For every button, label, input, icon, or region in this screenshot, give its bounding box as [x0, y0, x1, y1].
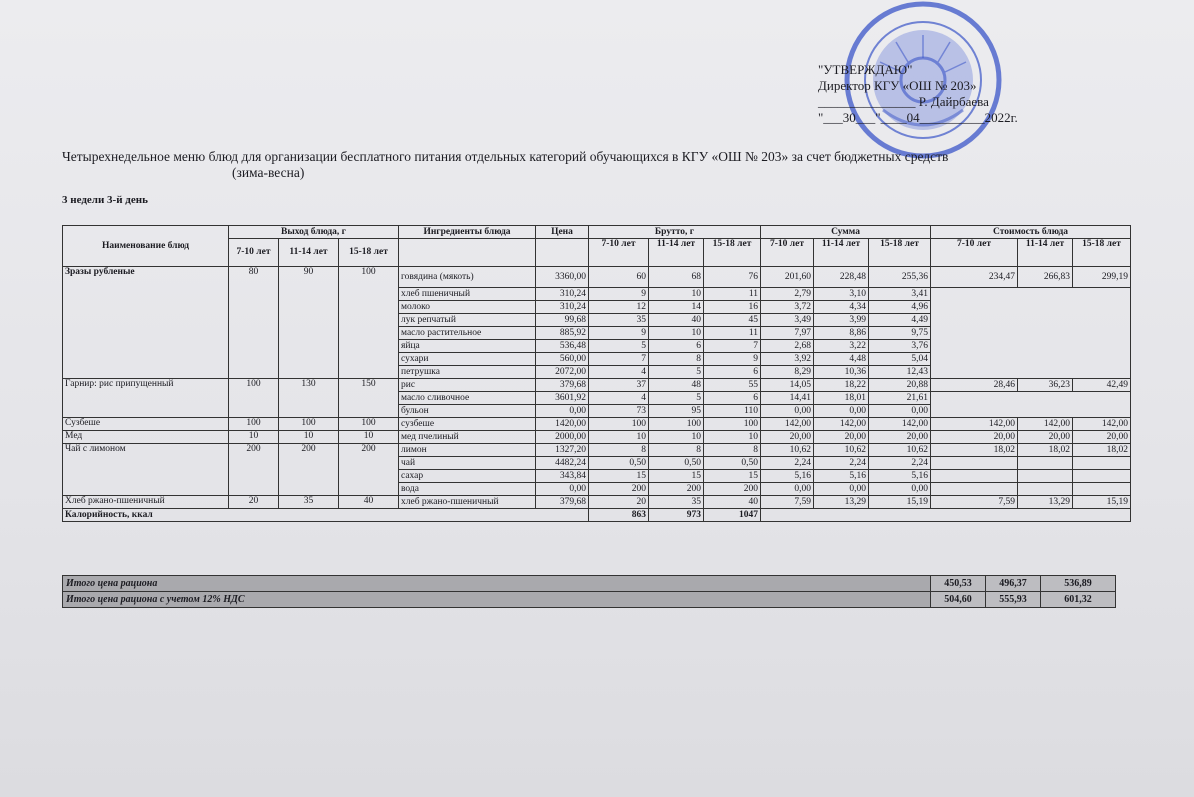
- ingredient-name: мед пчелиный: [399, 431, 536, 444]
- ingredient-brutto: 11: [704, 288, 761, 301]
- ingredient-sum: 5,16: [761, 470, 814, 483]
- totals-value: 504,60: [931, 592, 986, 608]
- table-row: [63, 418, 1131, 431]
- ingredient-sum: 18,22: [814, 379, 869, 392]
- ingredient-brutto: 40: [649, 314, 704, 327]
- ingredient-brutto: 110: [704, 405, 761, 418]
- ingredient-sum: 255,36: [869, 267, 931, 288]
- header-cost-age: 15-18 лет: [1073, 239, 1131, 267]
- dish-cost: 20,00: [1073, 431, 1131, 444]
- approval-heading: "УТВЕРЖДАЮ": [818, 62, 913, 77]
- ingredient-sum: 0,00: [814, 483, 869, 496]
- ingredient-sum: 142,00: [869, 418, 931, 431]
- ingredient-price: 310,24: [536, 288, 589, 301]
- dish-yield: 35: [279, 496, 339, 509]
- dish-cost: 18,02: [931, 444, 1018, 457]
- ingredient-brutto: 10: [649, 431, 704, 444]
- ingredient-brutto: 200: [649, 483, 704, 496]
- ingredient-price: 343,84: [536, 470, 589, 483]
- dish-yield: 90: [279, 267, 339, 379]
- ingredient-sum: 201,60: [761, 267, 814, 288]
- header-yield: Выход блюда, г: [229, 226, 399, 239]
- ingredient-sum: 3,10: [814, 288, 869, 301]
- ingredient-name: бульон: [399, 405, 536, 418]
- ingredient-sum: 7,59: [761, 496, 814, 509]
- ingredient-sum: 142,00: [814, 418, 869, 431]
- ingredient-brutto: 14: [649, 301, 704, 314]
- dish-cost-blank: [1073, 483, 1131, 496]
- ingredient-brutto: 5: [649, 392, 704, 405]
- ingredient-sum: 228,48: [814, 267, 869, 288]
- ingredient-brutto: 35: [589, 314, 649, 327]
- ingredient-brutto: 9: [589, 327, 649, 340]
- dish-cost: 18,02: [1073, 444, 1131, 457]
- dish-yield: 100: [229, 418, 279, 431]
- ingredient-brutto: 6: [704, 392, 761, 405]
- ingredient-brutto: 76: [704, 267, 761, 288]
- ingredient-sum: 10,36: [814, 366, 869, 379]
- ingredient-sum: 4,34: [814, 301, 869, 314]
- dish-name: Сузбеше: [63, 418, 229, 431]
- approval-signature: _______________ Р. Дайрбаева: [818, 94, 989, 109]
- ingredient-sum: 2,79: [761, 288, 814, 301]
- ingredient-brutto: 8: [649, 353, 704, 366]
- header-brutto: Брутто, г: [589, 226, 761, 239]
- ingredient-price: 1327,20: [536, 444, 589, 457]
- dish-cost-blank: [1018, 470, 1073, 483]
- dish-cost: 7,59: [931, 496, 1018, 509]
- dish-name: Чай с лимоном: [63, 444, 229, 496]
- ingredient-price: 536,48: [536, 340, 589, 353]
- ingredient-price: 99,68: [536, 314, 589, 327]
- dish-cost: 20,00: [931, 431, 1018, 444]
- ingredient-sum: 5,04: [869, 353, 931, 366]
- table-row: [63, 444, 1131, 457]
- dish-cost: 18,02: [1018, 444, 1073, 457]
- ingredient-brutto: 55: [704, 379, 761, 392]
- ingredient-brutto: 200: [589, 483, 649, 496]
- totals-row: [63, 592, 1116, 608]
- ingredient-brutto: 60: [589, 267, 649, 288]
- header-yield-age: 15-18 лет: [339, 239, 399, 267]
- menu-table: [62, 225, 1131, 522]
- ingredient-brutto: 8: [704, 444, 761, 457]
- ingredient-brutto: 45: [704, 314, 761, 327]
- ingredient-brutto: 16: [704, 301, 761, 314]
- ingredient-sum: 20,00: [761, 431, 814, 444]
- ingredient-sum: 10,62: [869, 444, 931, 457]
- dish-yield: 100: [339, 267, 399, 379]
- dish-cost: 142,00: [1018, 418, 1073, 431]
- ingredient-sum: 9,75: [869, 327, 931, 340]
- dish-yield: 10: [229, 431, 279, 444]
- ingredient-brutto: 15: [589, 470, 649, 483]
- ingredient-brutto: 48: [649, 379, 704, 392]
- ingredient-price: 379,68: [536, 496, 589, 509]
- ingredient-brutto: 9: [704, 353, 761, 366]
- ingredient-sum: 3,72: [761, 301, 814, 314]
- ingredient-sum: 8,86: [814, 327, 869, 340]
- dish-cost: 234,47: [931, 267, 1018, 288]
- header-sum-age: 7-10 лет: [761, 239, 814, 267]
- ingredient-sum: 3,22: [814, 340, 869, 353]
- ingredient-name: хлеб пшеничный: [399, 288, 536, 301]
- ingredient-price: 1420,00: [536, 418, 589, 431]
- dish-yield: 200: [229, 444, 279, 496]
- ingredient-brutto: 0,50: [704, 457, 761, 470]
- ingredient-sum: 142,00: [761, 418, 814, 431]
- ingredient-name: сузбеше: [399, 418, 536, 431]
- calories-value: 1047: [704, 509, 761, 522]
- ingredient-brutto: 73: [589, 405, 649, 418]
- ingredient-price: 379,68: [536, 379, 589, 392]
- dish-yield: 20: [229, 496, 279, 509]
- ingredient-brutto: 40: [704, 496, 761, 509]
- ingredient-sum: 20,00: [869, 431, 931, 444]
- dish-cost-blank: [1018, 483, 1073, 496]
- menu-body: [63, 267, 1131, 522]
- dish-yield: 100: [339, 418, 399, 431]
- ingredient-brutto: 7: [589, 353, 649, 366]
- totals-value: 450,53: [931, 576, 986, 592]
- ingredient-brutto: 10: [589, 431, 649, 444]
- totals-label: Итого цена рациона: [63, 576, 931, 592]
- calories-value: 973: [649, 509, 704, 522]
- ingredient-name: яйца: [399, 340, 536, 353]
- totals-value: 496,37: [986, 576, 1041, 592]
- ingredient-name: рис: [399, 379, 536, 392]
- ingredient-brutto: 11: [704, 327, 761, 340]
- dish-cost: 13,29: [1018, 496, 1073, 509]
- ingredient-brutto: 6: [649, 340, 704, 353]
- header-ingredients: Ингредиенты блюда: [399, 226, 536, 239]
- dish-name: Зразы рубленые: [63, 267, 229, 379]
- dish-cost-blank: [1018, 457, 1073, 470]
- ingredient-sum: 0,00: [761, 483, 814, 496]
- ingredient-price: 2000,00: [536, 431, 589, 444]
- dish-name: Гарнир: рис припущенный: [63, 379, 229, 418]
- ingredient-brutto: 7: [704, 340, 761, 353]
- ingredient-price: 2072,00: [536, 366, 589, 379]
- ingredient-name: говядина (мякоть): [399, 267, 536, 288]
- ingredient-brutto: 100: [649, 418, 704, 431]
- dish-cost: 42,49: [1073, 379, 1131, 392]
- dish-yield: 10: [279, 431, 339, 444]
- ingredient-price: 4482,24: [536, 457, 589, 470]
- ingredient-sum: 13,29: [814, 496, 869, 509]
- ingredient-sum: 5,16: [869, 470, 931, 483]
- table-row: [63, 431, 1131, 444]
- approval-date: "___30___"____04__________2022г.: [818, 110, 1018, 125]
- dish-yield: 130: [279, 379, 339, 418]
- header-ingredients-blank: [399, 239, 536, 267]
- calories-value: 863: [589, 509, 649, 522]
- ingredient-price: 885,92: [536, 327, 589, 340]
- ingredient-brutto: 4: [589, 392, 649, 405]
- header-cost-age: 11-14 лет: [1018, 239, 1073, 267]
- ingredient-sum: 12,43: [869, 366, 931, 379]
- ingredient-price: 560,00: [536, 353, 589, 366]
- ingredient-sum: 3,92: [761, 353, 814, 366]
- dish-yield: 100: [229, 379, 279, 418]
- dish-yield: 200: [279, 444, 339, 496]
- ingredient-price: 3601,92: [536, 392, 589, 405]
- ingredient-sum: 5,16: [814, 470, 869, 483]
- ingredient-name: молоко: [399, 301, 536, 314]
- header-sum-age: 11-14 лет: [814, 239, 869, 267]
- ingredient-sum: 14,05: [761, 379, 814, 392]
- ingredient-brutto: 0,50: [649, 457, 704, 470]
- ingredient-sum: 20,88: [869, 379, 931, 392]
- ingredient-brutto: 9: [589, 288, 649, 301]
- header-cost-age: 7-10 лет: [931, 239, 1018, 267]
- ingredient-sum: 2,24: [869, 457, 931, 470]
- ingredient-price: 3360,00: [536, 267, 589, 288]
- ingredient-brutto: 68: [649, 267, 704, 288]
- ingredient-sum: 10,62: [761, 444, 814, 457]
- ingredient-sum: 4,96: [869, 301, 931, 314]
- dish-cost-blank: [931, 288, 1131, 379]
- ingredient-brutto: 15: [704, 470, 761, 483]
- dish-cost-blank: [1073, 457, 1131, 470]
- dish-cost: 36,23: [1018, 379, 1073, 392]
- dish-cost-blank: [931, 392, 1131, 418]
- header-cost: Стоимость блюда: [931, 226, 1131, 239]
- dish-cost-blank: [931, 483, 1018, 496]
- ingredient-name: петрушка: [399, 366, 536, 379]
- totals-table: [62, 575, 1116, 608]
- ingredient-brutto: 0,50: [589, 457, 649, 470]
- ingredient-sum: 0,00: [869, 483, 931, 496]
- ingredient-brutto: 15: [649, 470, 704, 483]
- day-label: 3 недели 3-й день: [62, 194, 148, 206]
- header-dish-name: Наименование блюд: [63, 226, 229, 267]
- document-title: Четырехнедельное меню блюд для организации бесплатного питания отдельных категорий обучающихся в КГУ «ОШ № 203» за счет бюджетных средств: [62, 149, 949, 164]
- dish-yield: 150: [339, 379, 399, 418]
- approval-block: [818, 62, 1018, 126]
- ingredient-name: масло растительное: [399, 327, 536, 340]
- ingredient-brutto: 10: [704, 431, 761, 444]
- ingredient-sum: 0,00: [814, 405, 869, 418]
- ingredient-sum: 2,24: [761, 457, 814, 470]
- dish-cost: 15,19: [1073, 496, 1131, 509]
- ingredient-brutto: 200: [704, 483, 761, 496]
- ingredient-sum: 2,68: [761, 340, 814, 353]
- ingredient-sum: 8,29: [761, 366, 814, 379]
- totals-value: 536,89: [1041, 576, 1116, 592]
- ingredient-sum: 18,01: [814, 392, 869, 405]
- ingredient-sum: 14,41: [761, 392, 814, 405]
- header-row-1: [63, 226, 1131, 239]
- ingredient-sum: 3,99: [814, 314, 869, 327]
- totals-value: 555,93: [986, 592, 1041, 608]
- ingredient-sum: 3,49: [761, 314, 814, 327]
- ingredient-brutto: 8: [649, 444, 704, 457]
- approval-position: Директор КГУ «ОШ № 203»: [818, 78, 977, 93]
- dish-yield: 40: [339, 496, 399, 509]
- calories-row: [63, 509, 1131, 522]
- dish-yield: 80: [229, 267, 279, 379]
- ingredient-brutto: 4: [589, 366, 649, 379]
- ingredient-name: сахар: [399, 470, 536, 483]
- table-row: [63, 379, 1131, 392]
- ingredient-brutto: 95: [649, 405, 704, 418]
- ingredient-name: масло сливочное: [399, 392, 536, 405]
- ingredient-sum: 0,00: [869, 405, 931, 418]
- ingredient-brutto: 100: [704, 418, 761, 431]
- ingredient-name: лук репчатый: [399, 314, 536, 327]
- totals-value: 601,32: [1041, 592, 1116, 608]
- header-yield-age: 7-10 лет: [229, 239, 279, 267]
- ingredient-name: вода: [399, 483, 536, 496]
- ingredient-brutto: 5: [649, 366, 704, 379]
- ingredient-sum: 3,76: [869, 340, 931, 353]
- ingredient-brutto: 35: [649, 496, 704, 509]
- header-brutto-age: 15-18 лет: [704, 239, 761, 267]
- header-brutto-age: 11-14 лет: [649, 239, 704, 267]
- ingredient-brutto: 10: [649, 288, 704, 301]
- dish-cost: 28,46: [931, 379, 1018, 392]
- ingredient-brutto: 37: [589, 379, 649, 392]
- ingredient-price: 0,00: [536, 483, 589, 496]
- dish-yield: 200: [339, 444, 399, 496]
- ingredient-brutto: 10: [649, 327, 704, 340]
- ingredient-name: сухари: [399, 353, 536, 366]
- ingredient-brutto: 12: [589, 301, 649, 314]
- dish-cost-blank: [1073, 470, 1131, 483]
- table-row: [63, 267, 1131, 288]
- dish-cost: 20,00: [1018, 431, 1073, 444]
- ingredient-brutto: 6: [704, 366, 761, 379]
- ingredient-sum: 20,00: [814, 431, 869, 444]
- dish-cost: 142,00: [1073, 418, 1131, 431]
- ingredient-name: лимон: [399, 444, 536, 457]
- dish-cost: 266,83: [1018, 267, 1073, 288]
- totals-label: Итого цена рациона с учетом 12% НДС: [63, 592, 931, 608]
- header-sum-age: 15-18 лет: [869, 239, 931, 267]
- header-price: Цена: [536, 226, 589, 239]
- dish-name: Хлеб ржано-пшеничный: [63, 496, 229, 509]
- header-sum: Сумма: [761, 226, 931, 239]
- header-brutto-age: 7-10 лет: [589, 239, 649, 267]
- ingredient-sum: 2,24: [814, 457, 869, 470]
- dish-name: Мед: [63, 431, 229, 444]
- dish-cost: 299,19: [1073, 267, 1131, 288]
- ingredient-brutto: 100: [589, 418, 649, 431]
- ingredient-sum: 21,61: [869, 392, 931, 405]
- ingredient-brutto: 20: [589, 496, 649, 509]
- calories-blank: [761, 509, 1131, 522]
- ingredient-sum: 4,48: [814, 353, 869, 366]
- ingredient-name: чай: [399, 457, 536, 470]
- dish-cost-blank: [931, 470, 1018, 483]
- ingredient-sum: 15,19: [869, 496, 931, 509]
- ingredient-price: 0,00: [536, 405, 589, 418]
- table-row: [63, 496, 1131, 509]
- ingredient-price: 310,24: [536, 301, 589, 314]
- ingredient-sum: 10,62: [814, 444, 869, 457]
- header-price-blank: [536, 239, 589, 267]
- document-subtitle: (зима-весна): [232, 165, 305, 180]
- totals-row: [63, 576, 1116, 592]
- ingredient-sum: 4,49: [869, 314, 931, 327]
- dish-yield: 10: [339, 431, 399, 444]
- ingredient-brutto: 5: [589, 340, 649, 353]
- header-yield-age: 11-14 лет: [279, 239, 339, 267]
- dish-cost: 142,00: [931, 418, 1018, 431]
- ingredient-name: хлеб ржано-пшеничный: [399, 496, 536, 509]
- ingredient-brutto: 8: [589, 444, 649, 457]
- ingredient-sum: 0,00: [761, 405, 814, 418]
- calories-label: Калорийность, ккал: [63, 509, 589, 522]
- ingredient-sum: 3,41: [869, 288, 931, 301]
- dish-cost-blank: [931, 457, 1018, 470]
- ingredient-sum: 7,97: [761, 327, 814, 340]
- dish-yield: 100: [279, 418, 339, 431]
